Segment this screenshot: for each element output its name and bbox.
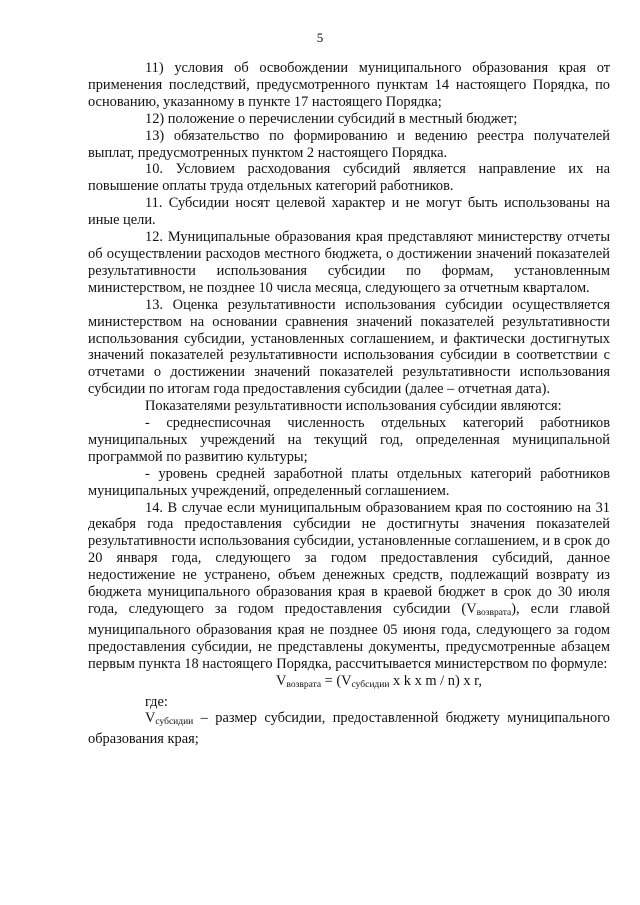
paragraph: 12) положение о перечислении субсидий в местный бюджет; xyxy=(145,110,518,127)
formula-sub-right: субсидии xyxy=(351,679,390,690)
where-label: где: xyxy=(145,693,168,710)
paragraph: 13) обязательство по формированию и ведению реестра получателей выплат, предусмотренных пунктом 2 настоящего Порядка. xyxy=(88,127,610,161)
formula-v: V xyxy=(276,672,287,689)
definition-v: V xyxy=(145,710,156,727)
formula xyxy=(88,673,610,694)
paragraph: 13. Оценка результативности использования субсидии осуществляется министерством на основании сравнения значений показателей результативности использования субсидии, установленных соглашением, и фактически достигнутых значений показателей результативности использования субсидии в соответствии с отчетами о достижении значений показателей результативности использования субсидии по итогам года предоставления субсидии (далее – отчетная дата). xyxy=(88,296,610,398)
formula-middle: = (V xyxy=(321,672,352,689)
paragraph: 11. Субсидии носят целевой характер и не могут быть использованы на иные цели. xyxy=(88,195,610,229)
paragraph-14-body: 14. В случае если муниципальным образованием края по состоянию на 31 декабря года предоставления субсидии не достигнуты значения показателей результативности использования субсидии, установленные соглашением, и в срок до 20 января года, следующего за годом предоставления субсидий, данное недостижение не устранено, объем денежных средств, подлежащий возврату из бюджета муниципального образования края в краевой бюджет в срок до 30 июля года, следующего за годом предоставления субсидии xyxy=(88,499,610,617)
formula-rest: x k x m / n) x r, xyxy=(389,672,482,689)
formula-sub-left: возврата xyxy=(286,679,322,690)
definition-text: – размер субсидии, предоставленной бюджету муниципального образования края; xyxy=(88,710,610,748)
paragraph: - среднесписочная численность отдельных категорий работников муниципальных учреждений на текущий год, определенная муниципальной программой по развитию культуры; xyxy=(88,415,610,465)
definition xyxy=(88,710,610,748)
paragraph: 10. Условием расходования субсидий является направление их на повышение оплаты труда отдельных категорий работников. xyxy=(88,161,610,195)
paragraph-14 xyxy=(88,500,610,673)
document-body xyxy=(88,60,610,748)
paragraph-14-tail: ), если главой муниципального образования края не позднее 05 июня года, следующего за годом предоставления субсидии, не представлены документы, предусмотренные абзацем первым пункта 18 настоящего Порядка, рассчитывается министерством по формуле: xyxy=(88,601,610,672)
paragraph: 12. Муниципальные образования края представляют министерству отчеты об осуществлении расходов местного бюджета, о достижении значений показателей результативности использования субсидии по формам, установленным министерством, не позднее 10 числа месяца, следующего за отчетным кварталом. xyxy=(88,229,610,296)
v-open: (V xyxy=(461,601,477,617)
paragraph: 11) условия об освобождении муниципального образования края от применения последствий, предусмотренного пунктам 14 настоящего Порядка, по основанию, указанному в пункте 17 настоящего Порядка; xyxy=(88,60,610,110)
v-subscript: возврата xyxy=(476,608,512,618)
paragraph: Показателями результативности использования субсидии являются: xyxy=(145,398,562,415)
page-number: 5 xyxy=(316,30,324,45)
paragraph: - уровень средней заработной платы отдельных категорий работников муниципальных учреждений, определенный соглашением. xyxy=(88,465,610,499)
definition-sub: субсидии xyxy=(155,717,194,728)
